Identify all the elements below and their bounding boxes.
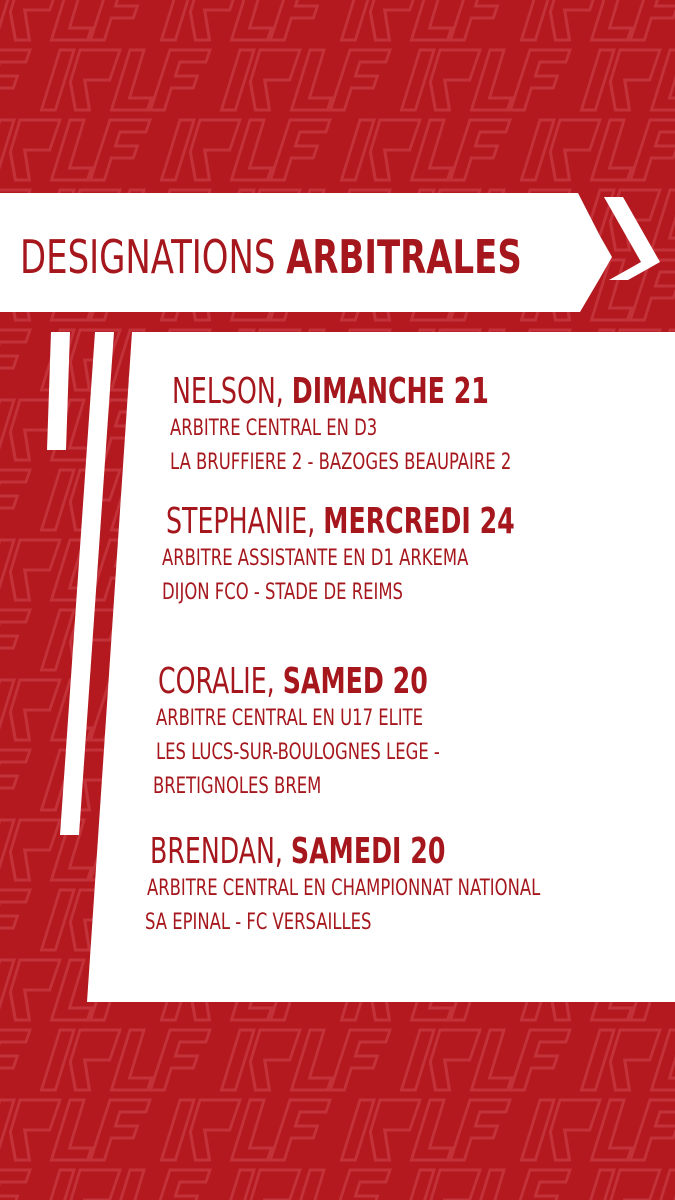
watermark-stroke (581, 1170, 614, 1200)
watermark-stroke (161, 1100, 194, 1160)
entry-line: BRETIGNOLES BREM (153, 774, 322, 799)
watermark-stroke (510, 1030, 570, 1090)
watermark-stroke (510, 1170, 570, 1200)
watermark-stroke (65, 1030, 120, 1090)
entry-heading (166, 502, 515, 542)
watermark-stroke (270, 1100, 330, 1160)
title-bold: ARBITRALES (286, 230, 522, 284)
referee-name: BRENDAN, (150, 831, 283, 872)
entry-brendan (145, 831, 621, 940)
watermark-stroke (0, 1030, 30, 1090)
entry-line: DIJON FCO - STADE DE REIMS (162, 580, 403, 605)
watermark-stroke (401, 1170, 434, 1200)
watermark-stroke (330, 1030, 390, 1090)
watermark-stroke (5, 1100, 60, 1160)
watermark-stroke (245, 1030, 300, 1090)
watermark-stroke (425, 1030, 480, 1090)
entry-coralie (153, 661, 504, 804)
entry-heading (172, 372, 491, 412)
match-day: SAMED 20 (282, 661, 428, 702)
watermark-stroke (365, 1100, 420, 1160)
watermark-stroke (185, 1100, 240, 1160)
entry-line: ARBITRE CENTRAL EN D3 (170, 416, 378, 441)
page-title (20, 222, 522, 292)
watermark-stroke (630, 1100, 675, 1160)
watermark-stroke (341, 1100, 374, 1160)
watermark-stroke (0, 1170, 30, 1200)
entry-line: LES LUCS-SUR-BOULOGNES LEGE - (156, 740, 440, 765)
watermark-stroke (221, 1030, 254, 1090)
entry-stephanie (162, 501, 613, 610)
referee-name: STEPHANIE, (166, 501, 316, 542)
stripe-left-short (47, 332, 70, 450)
entry-line: ARBITRE CENTRAL EN CHAMPIONNAT NATIONAL (147, 876, 541, 901)
entry-line: ARBITRE ASSISTANTE EN D1 ARKEMA (162, 546, 469, 571)
entry-line: ARBITRE CENTRAL EN U17 ELITE (156, 706, 424, 731)
watermark-stroke (221, 1170, 254, 1200)
slash-decoration-lower (609, 262, 660, 280)
watermark-stroke (605, 1030, 660, 1090)
watermark-stroke (545, 1100, 600, 1160)
match-day: SAMEDI 20 (290, 831, 446, 872)
watermark-stroke (450, 1100, 510, 1160)
referee-name: CORALIE, (158, 661, 275, 702)
watermark-stroke (41, 1030, 74, 1090)
watermark-stroke (90, 1100, 150, 1160)
watermark-stroke (150, 1030, 210, 1090)
entry-nelson (172, 372, 581, 480)
referee-name: NELSON, (172, 371, 284, 412)
watermark-stroke (521, 1100, 554, 1160)
watermark-stroke (581, 1030, 614, 1090)
entry-heading (158, 662, 428, 702)
watermark-stroke (150, 1170, 210, 1200)
watermark-stroke (41, 1170, 74, 1200)
entry-line: SA EPINAL - FC VERSAILLES (145, 910, 372, 935)
entry-line: LA BRUFFIERE 2 - BAZOGES BEAUPAIRE 2 (170, 450, 512, 475)
watermark-stroke (330, 1170, 390, 1200)
watermark-stroke (401, 1030, 434, 1090)
title-light: DESIGNATIONS (20, 230, 276, 284)
entry-heading (150, 832, 517, 872)
watermark-stroke (651, 1030, 675, 1090)
match-day: DIMANCHE 21 (291, 371, 489, 412)
match-day: MERCREDI 24 (323, 501, 515, 542)
